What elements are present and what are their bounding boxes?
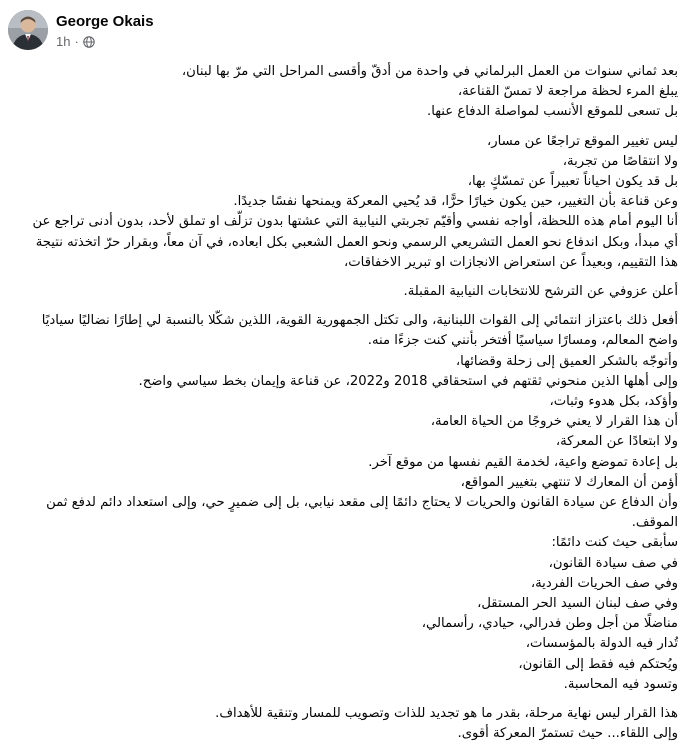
text-line: بل تسعى للموقع الأنسب لمواصلة الدفاع عنها. [427,104,678,120]
globe-icon[interactable] [83,36,95,48]
post-meta [56,34,95,49]
text-line: وأؤكد، بكل هدوء وثبات، [549,394,678,410]
text-line: ليس تغيير الموقع تراجعًا عن مسار، [487,133,678,149]
text-line: وإلى اللقاء... حيث تستمرّ المعركة أقوى. [457,726,678,742]
post-body [18,62,678,754]
paragraph-announcement [18,282,678,302]
text-line: يبلغ المرء لحظة مراجعة لا تمسّ القناعة، [457,84,678,100]
post-time[interactable]: 1h [56,34,71,49]
text-line: وعن قناعة بأن التغيير، حين يكون خيارًا حرًّا، قد يُحيي المعركة ويمنحها نفسًا جديدًا. [233,194,678,210]
text-line: هذا القرار ليس نهاية مرحلة، بقدر ما هو تجديد للذات وتصويب للمسار وتنقية للأهداف. [215,706,678,722]
text-line: ولا ابتعادًا عن المعركة، [555,434,678,450]
text-line: وفي صف لبنان السيد الحر المستقل، [477,596,678,612]
text-line: في صف سيادة القانون، [548,555,678,571]
paragraph-commitment [18,311,678,695]
paragraph-reflection [18,132,678,273]
meta-separator: · [74,34,79,49]
text-line: أفعل ذلك باعتزاز انتمائي إلى القوات اللبنانية، والى تكتل الجمهورية القوية، اللذين شكّلا بالنسبة لي إطارًا نضاليًا سياديًا واضح المعالم، ومسارًا سياسيًا أفتخر بأنني كنت جزءًا منه. [41,313,678,349]
text-line: أن هذا القرار لا يعني خروجًا من الحياة العامة، [430,414,678,430]
text-line: ولا انتقاصًا من تجربة، [562,153,678,169]
text-line: أعلن عزوفي عن الترشح للانتخابات النيابية المقبلة. [403,284,678,300]
text-line: وأن الدفاع عن سيادة القانون والحريات لا يحتاج دائمًا إلى مقعد نيابي، بل إلى ضميرٍ حي، وإلى استعداد دائم لدفع ثمن الموقف. [46,495,678,531]
text-line: وفي صف الحريات الفردية، [530,575,678,591]
avatar-photo [8,10,48,50]
text-line: بل إعادة تموضع واعية، لخدمة القيم نفسها من موقع آخر. [368,454,678,470]
paragraph-intro [18,62,678,123]
author-avatar[interactable] [8,10,48,50]
text-line: أنا اليوم أمام هذه اللحظة، أواجه نفسي وأقيّم تجربتي النيابية التي عشتها بدون تزلّف او تملق لأحد، بدون أدنى تراجع عن أي مبدأ، وبكل اندفاع نحو العمل التشريعي الرسمي ونحو العمل الشعبي بكل ابعاده، في آن معاً، وبقرار حرّ اتخذته نتيجة هذا التقييم، وبعيداً عن استعراض الانجازات او تبرير الاخفاقات، [32,214,678,270]
text-line: وتسود فيه المحاسبة. [563,676,678,692]
text-line: بعد ثماني سنوات من العمل البرلماني في واحدة من أدقّ وأقسى المراحل التي مرّ بها لبنان، [181,64,678,79]
text-line: تُدار فيه الدولة بالمؤسسات، [525,636,678,652]
text-line: بل قد يكون احياناً تعبيراً عن تمسّكٍ بها، [467,174,678,190]
post-header [0,0,692,60]
text-line: وأتوجّه بالشكر العميق إلى زحلة وقضائها، [455,353,678,369]
text-line: ويُحتكم فيه فقط إلى القانون، [518,656,678,672]
text-line: أؤمن أن المعارك لا تنتهي بتغيير المواقع، [460,474,678,490]
text-line: سأبقى حيث كنت دائمًا: [551,535,678,551]
paragraph-closing [18,704,678,744]
text-line: وإلى أهلها الذين منحوني ثقتهم في استحقاقي 2018 و2022، عن قناعة وإيمان بخط سياسي واضح. [138,373,678,389]
text-line: مناضلًا من أجل وطن فدرالي، حيادي، رأسمالي، [421,616,678,632]
author-name[interactable]: George Okais [56,13,154,30]
